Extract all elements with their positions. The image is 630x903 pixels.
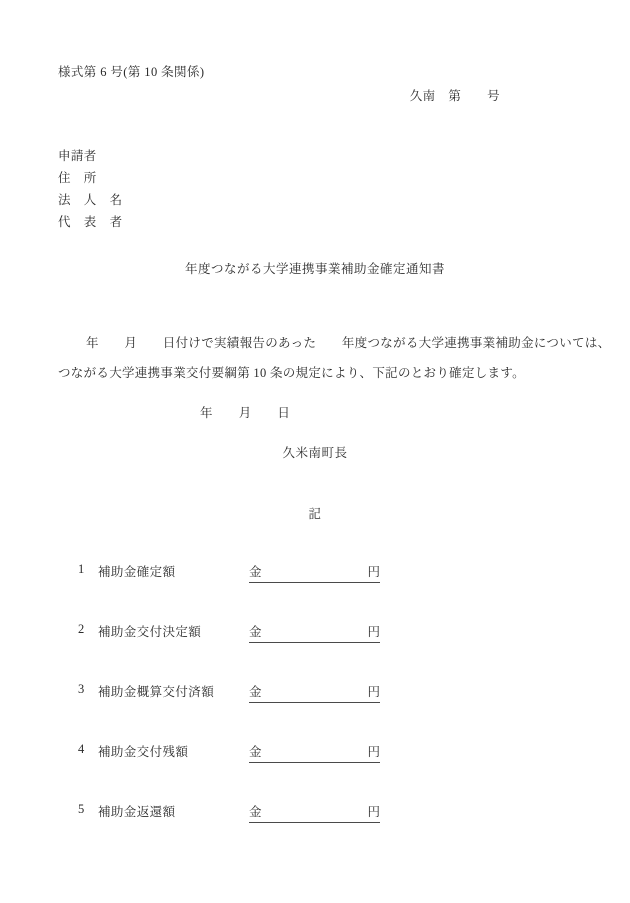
page-title: 年度つながる大学連携事業補助金確定通知書 (184, 262, 445, 276)
issue-date-line: 年 月 日 (200, 406, 291, 420)
amount-prefix: 金 (249, 805, 262, 819)
issuer-signature: 久米南町長 (282, 446, 348, 460)
amount-field[interactable] (249, 742, 380, 763)
table-row (0, 622, 630, 682)
body-line-2: つながる大学連携事業交付要綱第 10 条の規定により、下記のとおり確定します。 (58, 366, 525, 380)
item-label: 補助金交付残額 (98, 745, 189, 759)
amount-prefix: 金 (249, 565, 262, 579)
amount-field[interactable] (249, 682, 380, 703)
amount-prefix: 金 (249, 685, 262, 699)
table-row (0, 562, 630, 622)
amount-suffix: 円 (367, 745, 380, 759)
item-number: 1 (78, 562, 85, 576)
applicant-block (58, 145, 123, 233)
applicant-heading: 申請者 (58, 149, 97, 163)
body-line-1: 年 月 日付けで実績報告のあった 年度つながる大学連携事業補助金については、 (86, 336, 611, 350)
amount-prefix: 金 (249, 745, 262, 759)
table-row (0, 682, 630, 742)
item-label: 補助金返還額 (98, 805, 176, 819)
item-label: 補助金交付決定額 (98, 625, 202, 639)
amount-field[interactable] (249, 562, 380, 583)
itemized-amount-list (0, 562, 630, 862)
applicant-corporation-label: 法 人 名 (58, 193, 123, 207)
item-number: 3 (78, 682, 85, 696)
amount-suffix: 円 (367, 685, 380, 699)
form-number: 様式第 6 号(第 10 条関係) (58, 65, 205, 79)
ki-marker: 記 (308, 507, 322, 521)
item-number: 5 (78, 802, 85, 816)
item-label: 補助金確定額 (98, 565, 176, 579)
amount-prefix: 金 (249, 625, 262, 639)
amount-field[interactable] (249, 802, 380, 823)
item-label: 補助金概算交付済額 (98, 685, 215, 699)
item-number: 4 (78, 742, 85, 756)
table-row (0, 802, 630, 862)
amount-suffix: 円 (367, 625, 380, 639)
body-paragraph (58, 328, 611, 388)
applicant-address-label: 住 所 (58, 171, 97, 185)
applicant-representative-label: 代 表 者 (58, 215, 123, 229)
document-number: 久南 第 号 (409, 89, 500, 103)
item-number: 2 (78, 622, 85, 636)
amount-suffix: 円 (367, 565, 380, 579)
amount-field[interactable] (249, 622, 380, 643)
table-row (0, 742, 630, 802)
amount-suffix: 円 (367, 805, 380, 819)
